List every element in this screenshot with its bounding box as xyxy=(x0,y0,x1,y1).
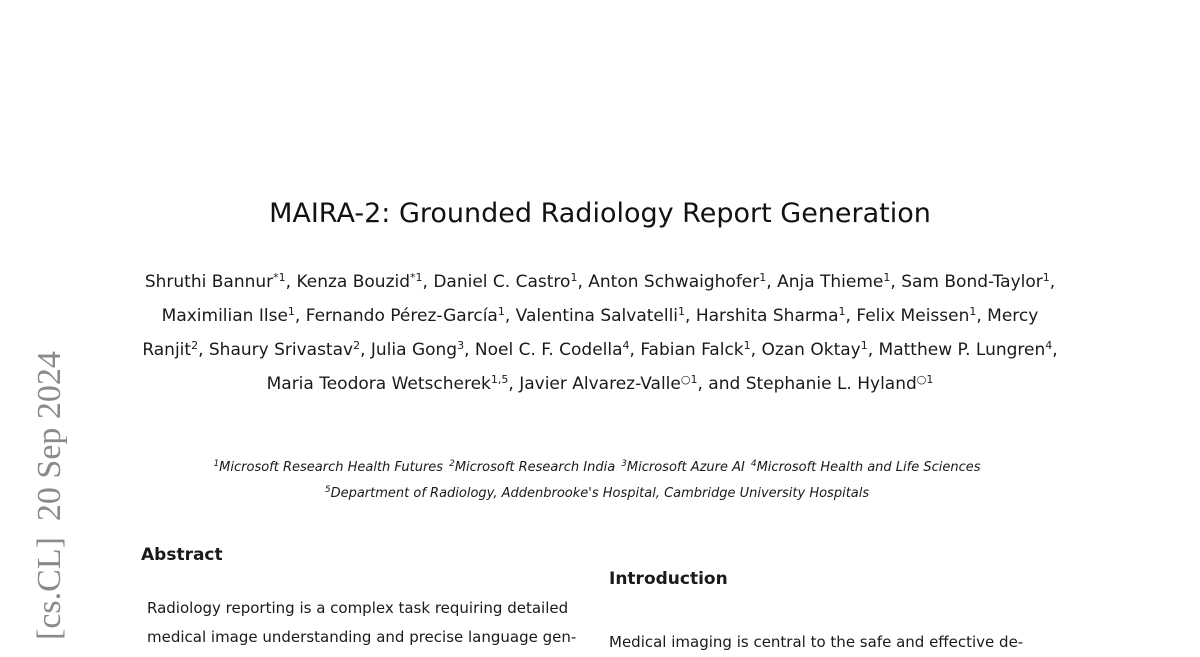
author-affiliation-mark: 1 xyxy=(969,305,977,318)
author-name: Matthew P. Lungren$^4$ xyxy=(878,339,1053,360)
author-name: Javier Alvarez-Valle$^{○1}$ xyxy=(519,373,698,394)
author-name: Harshita Sharma$^1$ xyxy=(695,305,846,326)
author-name: Daniel C. Castro$^1$ xyxy=(433,271,578,292)
author-affiliation-mark: 3 xyxy=(457,339,465,352)
author-name: Anton Schwaighofer$^1$ xyxy=(588,271,767,292)
author-name: Noel C. F. Codella$^4$ xyxy=(474,339,630,360)
author-affiliation-mark: 1 xyxy=(678,305,686,318)
affiliation: $^5$Department of Radiology, Addenbrooke's Hospital, Cambridge University Hospitals xyxy=(324,485,870,501)
author-affiliation-mark: 4 xyxy=(1045,339,1053,352)
author-name: Maria Teodora Wetscherek$^{1,5}$ xyxy=(266,373,509,394)
arxiv-sidebar-stamp xyxy=(10,298,90,648)
author-affiliation-mark: 1 xyxy=(287,305,295,318)
abstract-heading: Abstract xyxy=(141,545,223,565)
affiliation: $^4$Microsoft Health and Life Sciences xyxy=(750,459,981,475)
author-affiliation-mark: ○1 xyxy=(680,373,698,386)
author-affiliation-mark: 1,5 xyxy=(490,373,509,386)
author-name: Fernando Pérez-García$^1$ xyxy=(305,305,505,326)
author-name: Felix Meissen$^1$ xyxy=(856,305,977,326)
affiliation: $^3$Microsoft Azure AI xyxy=(621,459,745,475)
author-list: Shruthi Bannur$^{*1}$, Kenza Bouzid$^{*1}$, Daniel C. Castro$^1$, Anton Schwaighofer$^1$, Anja Thieme$^1$, Sam Bond-Taylor$^1$, Maximilian Ilse$^1$, Fernando Pérez-García$^1$, Valentina Salvatelli$^1$, Harshita Sharma$^1$, Felix Meissen$^1$, Mercy Ranjit$^2$, Shaury Srivastav$^2$, Julia Gong$^3$, Noel C. F. Codella$^4$, Fabian Falck$^1$, Ozan Oktay$^1$, Matthew P. Lungren$^4$, Maria Teodora Wetscherek$^{1,5}$, Javier Alvarez-Valle$^{○1}$, and Stephanie L. Hyland$^{○1}$ xyxy=(142,271,1058,394)
author-affiliation-mark: 1 xyxy=(883,271,891,284)
author-affiliation-mark: 1 xyxy=(838,305,846,318)
author-conjunction: and xyxy=(708,374,741,394)
author-affiliation-mark: 1 xyxy=(860,339,868,352)
abstract-line: medical image understanding and precise language gen- xyxy=(147,628,577,646)
abstract-body xyxy=(141,594,601,652)
author-affiliation-mark: 1 xyxy=(759,271,767,284)
author-name: Ozan Oktay$^1$ xyxy=(761,339,868,360)
arxiv-category: [cs.CL] xyxy=(31,537,68,640)
author-name: Shruthi Bannur$^{*1}$ xyxy=(144,271,286,292)
author-name: Kenza Bouzid$^{*1}$ xyxy=(296,271,423,292)
affiliation-list xyxy=(140,455,1060,507)
author-name: Sam Bond-Taylor$^1$ xyxy=(901,271,1050,292)
author-affiliation-mark: 1 xyxy=(497,305,505,318)
introduction-heading: Introduction xyxy=(609,569,728,589)
author-affiliation-mark: 1 xyxy=(570,271,578,284)
author-affiliation-mark: 2 xyxy=(191,339,199,352)
author-name: Maximilian Ilse$^1$ xyxy=(161,305,295,326)
affiliation: $^2$Microsoft Research India xyxy=(449,459,616,475)
author-name: Valentina Salvatelli$^1$ xyxy=(515,305,686,326)
author-name: Fabian Falck$^1$ xyxy=(640,339,751,360)
author-name: Shaury Srivastav$^2$ xyxy=(208,339,361,360)
arxiv-date: 20 Sep 2024 xyxy=(31,351,68,522)
paper-title: MAIRA-2: Grounded Radiology Report Generation xyxy=(269,198,931,229)
author-affiliation-mark: 1 xyxy=(1042,271,1050,284)
author-name: Anja Thieme$^1$ xyxy=(777,271,891,292)
author-affiliation-mark: ○1 xyxy=(916,373,934,386)
introduction-body xyxy=(609,628,1069,657)
author-affiliation-mark: *1 xyxy=(410,271,423,284)
author-affiliation-mark: *1 xyxy=(273,271,286,284)
author-affiliation-mark: 4 xyxy=(622,339,630,352)
author-name: Stephanie L. Hyland$^{○1}$ xyxy=(745,373,934,394)
affiliation: $^1$Microsoft Research Health Futures xyxy=(213,459,444,475)
abstract-line: Radiology reporting is a complex task requiring detailed xyxy=(147,599,569,617)
introduction-line: Medical imaging is central to the safe and effective de- xyxy=(609,633,1024,651)
author-name: Mercy Ranjit$^2$ xyxy=(142,306,1039,360)
author-affiliation-mark: 2 xyxy=(353,339,361,352)
author-name: Julia Gong$^3$ xyxy=(370,339,465,360)
author-affiliation-mark: 1 xyxy=(743,339,751,352)
